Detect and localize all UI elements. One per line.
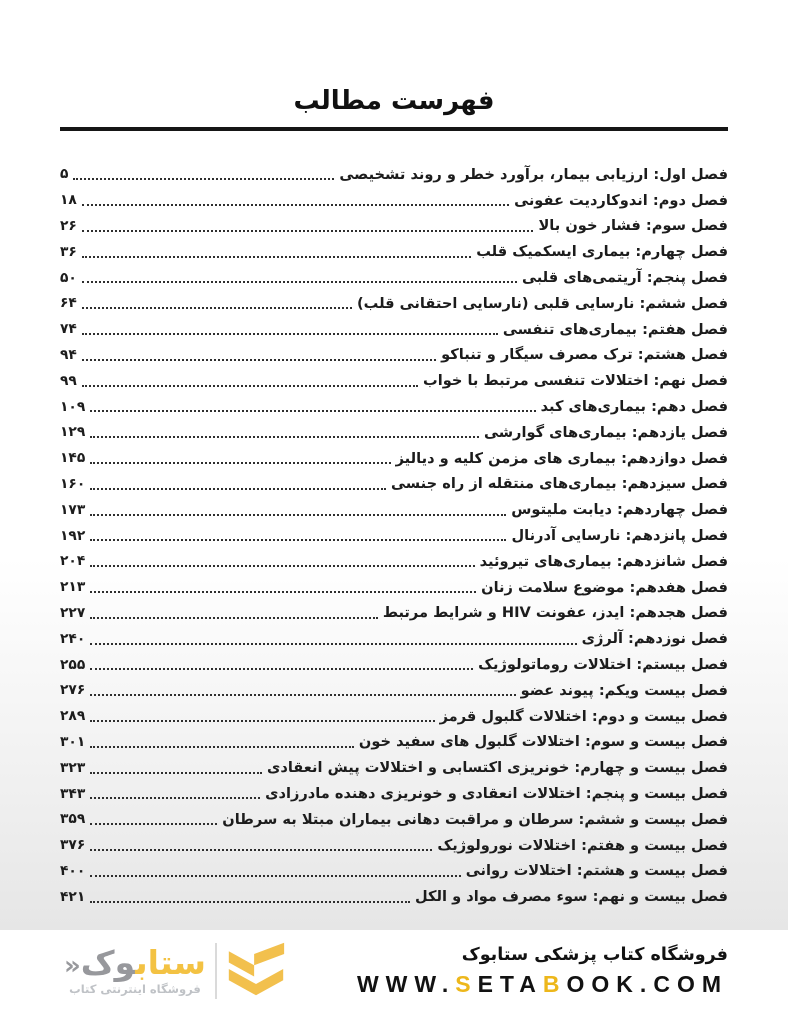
toc-row	[60, 755, 728, 781]
url-letter: M	[701, 970, 728, 997]
toc-entry-page: ۳۵۹	[60, 811, 86, 828]
toc-entry-page: ۳۲۳	[60, 759, 86, 776]
toc-entry-title: فصل دهم: بیماری‌های کبد	[540, 398, 728, 416]
toc-row	[60, 729, 728, 755]
toc-row	[60, 806, 728, 832]
url-letter: K	[616, 970, 640, 997]
url-letter: C	[653, 970, 677, 997]
url-letter: B	[542, 970, 567, 997]
toc-entry-title: فصل بیست و ششم: سرطان و مراقبت دهانی بیماران مبتلا به سرطان	[222, 810, 728, 828]
toc-entry-page: ۳۴۳	[60, 785, 86, 802]
logo-wordmark-grey: وک	[80, 942, 136, 982]
toc-row	[60, 342, 728, 368]
url-letter: .	[441, 970, 456, 997]
toc-entry-title: فصل پنجم: آریتمی‌های قلبی	[521, 269, 728, 287]
toc-leader-dots	[90, 539, 506, 541]
toc-entry-page: ۱۸	[60, 192, 77, 209]
toc-entry-title: فصل هفتم: بیماری‌های تنفسی	[502, 320, 728, 338]
url-letter: O	[676, 970, 702, 997]
toc-leader-dots	[90, 462, 390, 464]
toc-entry-page: ۵	[60, 166, 69, 183]
toc-leader-dots	[73, 178, 334, 180]
toc-entry-page: ۵۰	[60, 269, 77, 286]
toc-leader-dots	[90, 720, 434, 722]
toc-leader-dots	[90, 797, 260, 799]
toc-entry-title: فصل سوم: فشار خون بالا	[538, 217, 728, 235]
toc-entry-title: فصل بیست ویکم: پیوند عضو	[520, 681, 728, 699]
toc-leader-dots	[90, 436, 479, 438]
toc-entry-title: فصل ششم: نارسایی قلبی (نارسایی احتقانی قلب)	[356, 294, 728, 312]
toc-row	[60, 626, 728, 652]
toc-entry-title: فصل بیست و هفتم: اختلالات نورولوژیک	[437, 836, 728, 854]
toc-leader-dots	[90, 694, 515, 696]
toc-leader-dots	[90, 617, 378, 619]
toc-leader-dots	[82, 281, 517, 283]
toc-row	[60, 394, 728, 420]
toc-leader-dots	[90, 668, 473, 670]
toc-row	[60, 652, 728, 678]
footer-right-block	[350, 945, 728, 998]
toc-row	[60, 832, 728, 858]
toc-entry-title: فصل نوزدهم: آلرژی	[581, 630, 728, 648]
url-letter: W	[356, 970, 386, 997]
double-chevron-down-icon	[226, 937, 286, 1005]
setabook-logo	[64, 937, 286, 1005]
toc-leader-dots	[90, 849, 432, 851]
toc-leader-dots	[90, 591, 476, 593]
toc-row	[60, 213, 728, 239]
toc-entry-page: ۲۰۴	[60, 553, 86, 570]
toc-entry-page: ۲۸۹	[60, 708, 86, 725]
toc-row	[60, 290, 728, 316]
logo-wordmark-gold: ستاب	[135, 942, 206, 982]
toc-entry-title: فصل چهارم: بیماری ایسکمیک قلب	[476, 243, 728, 261]
toc-entry-page: ۲۲۷	[60, 604, 86, 621]
url-letter: .	[639, 970, 654, 997]
toc-list	[60, 162, 728, 910]
toc-leader-dots	[90, 901, 410, 903]
toc-entry-title: فصل بیست و دوم: اختلالات گلبول قرمز	[439, 707, 728, 725]
toc-entry-page: ۱۹۲	[60, 527, 86, 544]
toc-entry-title: فصل هجدهم: ایدز، عفونت HIV و شرایط مرتبط	[382, 604, 728, 622]
toc-row	[60, 703, 728, 729]
toc-leader-dots	[82, 256, 471, 258]
url-letter: W	[414, 970, 442, 997]
logo-text-column	[64, 942, 206, 997]
toc-leader-dots	[90, 514, 506, 516]
toc-entry-page: ۱۴۵	[60, 450, 86, 467]
toc-entry-title: فصل بیست و پنجم: اختلالات انعقادی و خونریزی دهنده مادرزادی	[265, 785, 728, 803]
toc-row	[60, 884, 728, 910]
toc-entry-page: ۴۰۰	[60, 862, 86, 879]
toc-entry-page: ۳۰۱	[60, 733, 86, 750]
url-letter: O	[591, 970, 617, 997]
toc-leader-dots	[82, 333, 498, 335]
toc-entry-page: ۹۴	[60, 346, 77, 363]
logo-guillemet: «	[64, 950, 81, 981]
toc-entry-page: ۷۴	[60, 321, 77, 338]
website-url	[357, 971, 728, 998]
toc-leader-dots	[90, 746, 354, 748]
toc-row	[60, 497, 728, 523]
toc-leader-dots	[82, 385, 418, 387]
toc-entry-title: فصل یازدهم: بیماری‌های گوارشی	[483, 423, 728, 441]
toc-leader-dots	[90, 823, 217, 825]
toc-row	[60, 523, 728, 549]
toc-leader-dots	[82, 359, 436, 361]
toc-entry-page: ۲۷۶	[60, 682, 86, 699]
toc-row	[60, 239, 728, 265]
toc-entry-title: فصل شانزدهم: بیماری‌های تیروئید	[479, 552, 728, 570]
toc-row	[60, 600, 728, 626]
toc-entry-title: فصل دوازدهم: بیماری های مزمن کلیه و دیالیز	[395, 449, 728, 467]
toc-leader-dots	[82, 230, 534, 232]
toc-row	[60, 445, 728, 471]
toc-entry-title: فصل بیست و نهم: سوء مصرف مواد و الکل	[415, 888, 728, 906]
toc-entry-page: ۲۶	[60, 217, 77, 234]
toc-row	[60, 548, 728, 574]
toc-entry-title: فصل پانزدهم: نارسایی آدرنال	[511, 527, 728, 545]
logo-divider	[215, 943, 217, 999]
toc-leader-dots	[90, 772, 262, 774]
toc-row	[60, 162, 728, 188]
toc-row	[60, 368, 728, 394]
url-letter: O	[566, 970, 592, 997]
url-letter: E	[477, 970, 500, 997]
toc-entry-title: فصل هشتم: ترک مصرف سیگار و تنباکو	[441, 346, 728, 364]
toc-entry-page: ۱۰۹	[60, 398, 86, 415]
toc-entry-page: ۱۲۹	[60, 424, 86, 441]
url-letter: S	[455, 970, 478, 997]
toc-row	[60, 316, 728, 342]
toc-entry-title: فصل چهاردهم: دیابت ملیتوس	[511, 501, 728, 519]
toc-entry-title: فصل سیزدهم: بیماری‌های منتقله از راه جنسی	[391, 475, 728, 493]
toc-entry-title: فصل نهم: اختلالات تنفسی مرتبط با خواب	[423, 372, 728, 390]
toc-entry-page: ۲۴۰	[60, 630, 86, 647]
toc-entry-page: ۳۶	[60, 243, 77, 260]
toc-entry-title: فصل دوم: اندوکاردیت عفونی	[514, 191, 728, 209]
url-letter: W	[385, 970, 415, 997]
toc-entry-page: ۱۶۰	[60, 475, 86, 492]
toc-row	[60, 677, 728, 703]
toc-row	[60, 858, 728, 884]
toc-leader-dots	[82, 204, 509, 206]
toc-entry-title: فصل بیست و چهارم: خونریزی اکتسابی و اختلالات پیش انعقادی	[266, 759, 728, 777]
toc-leader-dots	[90, 875, 461, 877]
toc-row	[60, 265, 728, 291]
toc-entry-page: ۶۴	[60, 295, 77, 312]
toc-entry-title: فصل بیست و سوم: اختلالات گلبول های سفید خون	[358, 733, 728, 751]
title-rule	[60, 127, 728, 131]
footer	[0, 930, 788, 1012]
toc-row	[60, 574, 728, 600]
toc-entry-page: ۲۱۳	[60, 579, 86, 596]
toc-entry-page: ۳۷۶	[60, 837, 86, 854]
toc-row	[60, 419, 728, 445]
page-title: فهرست مطالب	[293, 86, 495, 116]
url-letter: T	[499, 970, 520, 997]
toc-row	[60, 187, 728, 213]
toc-leader-dots	[82, 307, 352, 309]
toc-row	[60, 781, 728, 807]
toc-entry-page: ۲۵۵	[60, 656, 86, 673]
toc-entry-page: ۹۹	[60, 372, 77, 389]
toc-entry-title: فصل هفدهم: موضوع سلامت زنان	[481, 578, 728, 596]
toc-entry-title: فصل اول: ارزیابی بیمار، برآورد خطر و روند تشخیصی	[339, 165, 728, 183]
store-tagline: فروشگاه کتاب پزشکی ستابوک	[461, 944, 728, 965]
toc-leader-dots	[90, 410, 535, 412]
toc-leader-dots	[90, 643, 576, 645]
toc-row	[60, 471, 728, 497]
toc-entry-page: ۴۲۱	[60, 888, 86, 905]
toc-entry-title: فصل بیست و هشتم: اختلالات روانی	[465, 862, 728, 880]
toc-entry-title: فصل بیستم: اختلالات روماتولوژیک	[478, 656, 728, 674]
url-letter: A	[519, 970, 543, 997]
logo-wordmark	[64, 942, 206, 982]
logo-subtitle: فروشگاه اینترنتی کتاب	[69, 982, 201, 997]
toc-leader-dots	[90, 565, 474, 567]
toc-leader-dots	[90, 488, 386, 490]
toc-entry-page: ۱۷۳	[60, 501, 86, 518]
